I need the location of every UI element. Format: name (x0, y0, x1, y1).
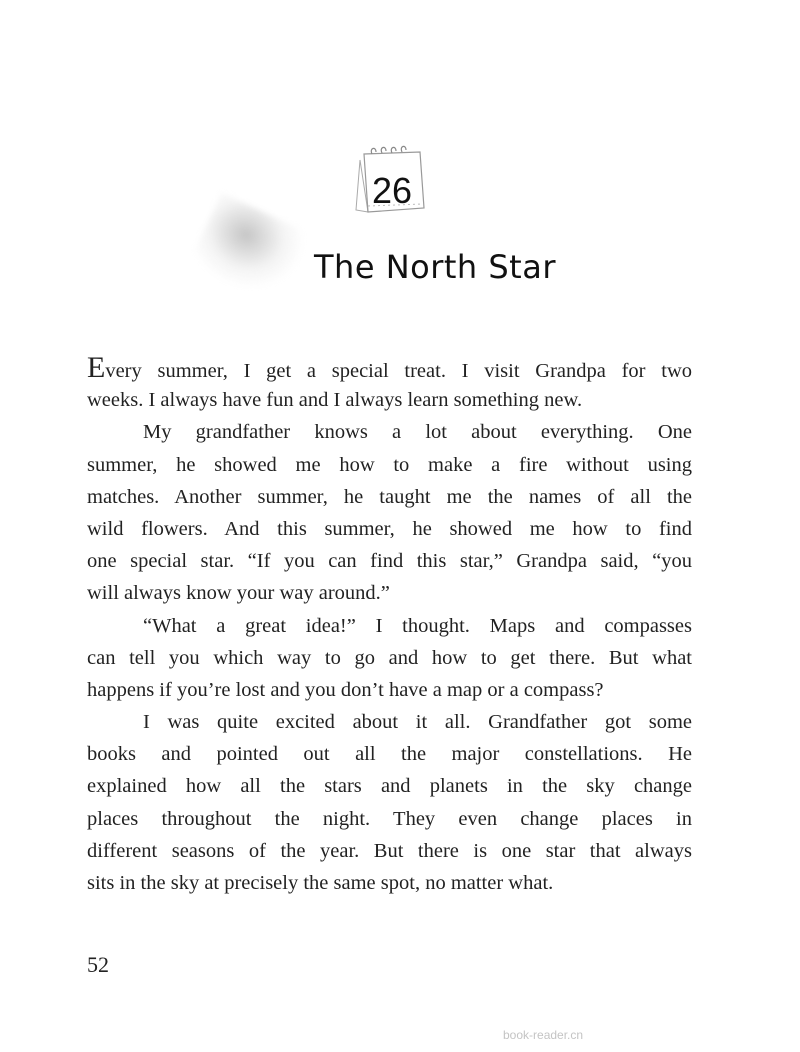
line-text: explained how all the stars and planets in the sky change (87, 775, 692, 798)
text-line (87, 642, 692, 674)
text-line (87, 416, 692, 448)
line-text: one special star. “If you can find this star,” Grandpa said, “you (87, 550, 692, 573)
text-line (87, 384, 692, 416)
text-line (87, 481, 692, 513)
text-line (87, 706, 692, 738)
text-line (87, 610, 692, 642)
line-text: sits in the sky at precisely the same spot, no matter what. (87, 872, 554, 894)
line-text: will always know your way around.” (87, 582, 390, 605)
line-text: places throughout the night. They even change places in (87, 807, 692, 830)
line-text: “What a great idea!” I thought. Maps and compasses (143, 614, 692, 637)
line-text: matches. Another summer, he taught me the names of all the (87, 485, 692, 508)
text-line (87, 738, 692, 770)
drop-cap: E (87, 351, 106, 384)
line-text: wild flowers. And this summer, he showed me how to find (87, 517, 692, 540)
chapter-title: The North Star (314, 248, 556, 286)
text-line (87, 352, 692, 384)
text-line (87, 803, 692, 835)
text-line (87, 449, 692, 481)
page-number: 52 (87, 952, 109, 977)
text-line (87, 770, 692, 802)
line-text: books and pointed out all the major constellations. He (87, 743, 692, 766)
text-line (87, 513, 692, 545)
watermark: book-reader.cn (503, 1028, 584, 1042)
chapter-number: 26 (372, 170, 413, 211)
line-text: very summer, I get a special treat. I visit Grandpa for two (105, 360, 692, 382)
body-text (87, 352, 692, 899)
text-line (87, 867, 692, 899)
text-line (87, 674, 692, 706)
star-smudge-decoration (188, 193, 312, 308)
line-text: different seasons of the year. But there is one star that always (87, 839, 692, 862)
text-line (87, 545, 692, 577)
text-line (87, 577, 692, 609)
line-text: can tell you which way to go and how to get there. But what (87, 646, 692, 669)
line-text: summer, he showed me how to make a fire without using (87, 453, 692, 476)
line-text: My grandfather knows a lot about everything. One (143, 421, 692, 444)
line-text: weeks. I always have fun and I always learn something new. (87, 389, 583, 412)
line-text: happens if you’re lost and you don’t have a map or a compass? (87, 678, 604, 701)
text-line (87, 835, 692, 867)
line-text: I was quite excited about it all. Grandfather got some (143, 711, 692, 734)
